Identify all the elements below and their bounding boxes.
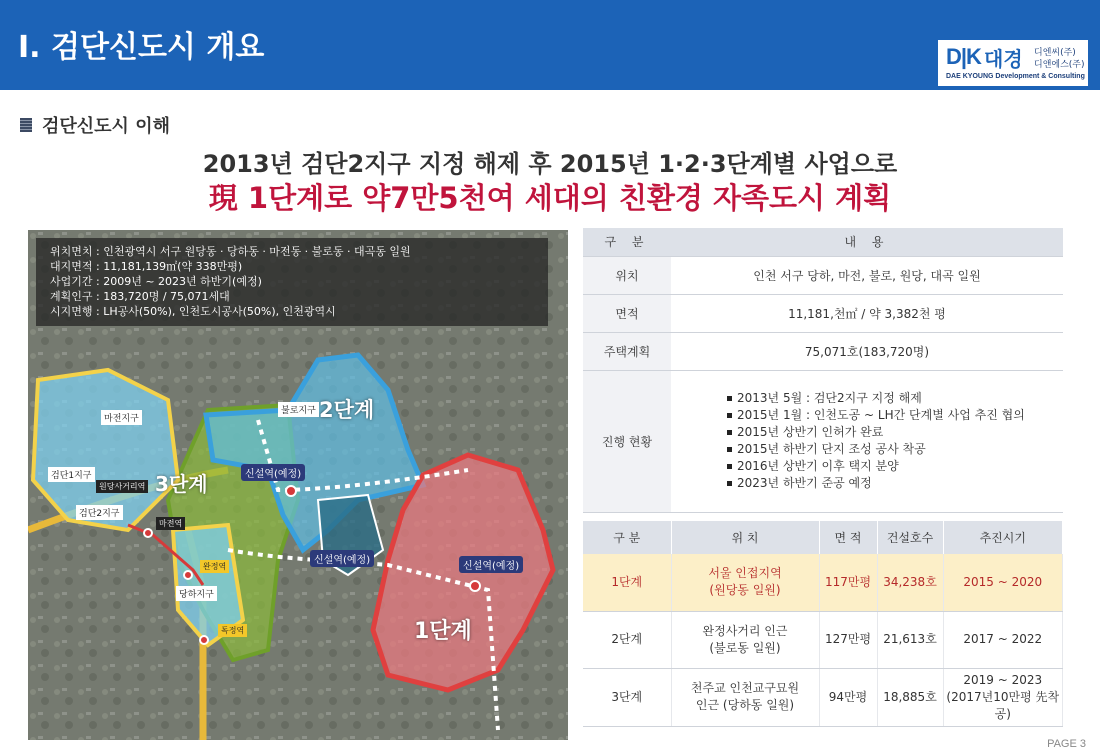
district-majeon: 마전지구 <box>101 410 142 425</box>
table-row <box>583 332 1063 370</box>
district-geomdan1: 검단1지구 <box>48 467 95 482</box>
header-bar <box>0 0 1100 90</box>
progress-label: 진행 현황 <box>583 370 671 512</box>
phase-units: 21,613호 <box>877 611 943 668</box>
period-line1: 2015 ~ 2020 <box>963 574 1043 589</box>
row-value: 75,071호(183,720명) <box>671 332 1063 370</box>
period-line1: 2017 ~ 2022 <box>963 632 1043 646</box>
info-line: 대지면적 : 11,181,139㎡(약 338만평) <box>50 260 243 273</box>
tag-dokjeong: 독정역 <box>218 624 247 637</box>
phase-area: 94만평 <box>819 668 877 726</box>
phase-header: 건설호수 <box>877 521 943 554</box>
phase3-label: 3단계 <box>155 472 208 496</box>
phase-header: 구 분 <box>583 521 671 554</box>
location-line1: 완정사거리 인근 <box>702 623 788 638</box>
phase-location <box>671 554 819 611</box>
table-row <box>583 668 1063 726</box>
map-info-box <box>36 238 548 326</box>
district-geomdan2: 검단2지구 <box>76 505 123 520</box>
location-line2: (불로동 일원) <box>709 640 781 655</box>
row-label: 위치 <box>583 256 671 294</box>
phase-period <box>943 611 1063 668</box>
phase-name: 1단계 <box>583 554 671 611</box>
phase-header: 위 치 <box>671 521 819 554</box>
location-line2: (원당동 일원) <box>709 583 781 598</box>
phase-units: 34,238호 <box>877 554 943 611</box>
logo-mark: D|K <box>946 44 981 69</box>
table-row <box>583 294 1063 332</box>
table-row <box>583 611 1063 668</box>
overview-header-col1: 구 분 <box>583 228 671 256</box>
phase-header-row <box>583 521 1063 554</box>
tag-majeon-station: 마전역 <box>156 517 185 530</box>
list-item: 2016년 상반기 이후 택지 분양 <box>671 458 1063 475</box>
period-line1: 2019 ~ 2023 <box>963 672 1043 687</box>
section-title: 검단신도시 이해 <box>42 116 170 137</box>
tag-wanjeong: 완정역 <box>200 560 229 573</box>
list-item: 2015년 하반기 단지 조성 공사 착공 <box>671 441 1063 458</box>
phase2-label: 2단계 <box>319 398 375 422</box>
info-line: 위치면치 : 인천광역시 서구 원당동 · 당하동 · 마전동 · 불로동 · 대곡동 일원 <box>50 245 411 258</box>
district-dangha: 당하지구 <box>176 586 217 601</box>
info-line: 사업기간 : 2009년 ~ 2023년 하반기(예정) <box>50 275 262 288</box>
phase-header: 면 적 <box>819 521 877 554</box>
station-label-1: 신설역(예정) <box>241 464 305 481</box>
period-line2: (2017년10만평 先착공) <box>946 689 1060 721</box>
phase-location <box>671 668 819 726</box>
page-title: Ⅰ. 검단신도시 개요 <box>18 30 265 65</box>
phase-header: 추진시기 <box>943 521 1063 554</box>
row-label: 주택계획 <box>583 332 671 370</box>
phase-area: 127만평 <box>819 611 877 668</box>
logo-english: DAE KYOUNG Development & Consulting <box>946 73 1085 80</box>
overview-header-row <box>583 228 1063 256</box>
site-map <box>28 230 568 740</box>
phase-location <box>671 611 819 668</box>
location-line2: 인근 (당하동 일원) <box>695 698 795 712</box>
phase-area: 117만평 <box>819 554 877 611</box>
list-item: 2015년 1월 : 인천도공 ~ LH간 단계별 사업 추진 협의 <box>671 407 1063 424</box>
logo-sub2: 디앤에스(주) <box>1034 60 1085 70</box>
progress-row <box>583 370 1063 512</box>
overview-table <box>583 228 1063 513</box>
phase-period <box>943 668 1063 726</box>
info-line: 계획인구 : 183,720명 / 75,071세대 <box>50 290 230 303</box>
list-item: 2023년 하반기 준공 예정 <box>671 475 1063 492</box>
list-item: 2013년 5월 : 검단2지구 지정 해제 <box>671 390 1063 407</box>
location-line1: 천주교 인천교구묘원 <box>690 681 800 695</box>
phase-period <box>943 554 1063 611</box>
section-heading <box>20 112 170 138</box>
station-dot-1 <box>286 486 296 496</box>
section-bullet-icon <box>20 118 32 132</box>
logo-sub1: 디엔씨(주) <box>1034 48 1076 58</box>
location-line1: 서울 인접지역 <box>708 566 782 581</box>
tag-sageori: 원당사거리역 <box>96 480 148 493</box>
station-dot-3 <box>470 581 480 591</box>
station-dot-west <box>144 529 152 537</box>
logo-name: 대경 <box>984 47 1023 71</box>
company-logo <box>938 40 1088 86</box>
page-number: PAGE 3 <box>1047 738 1086 750</box>
progress-value <box>671 370 1063 512</box>
row-value: 11,181,천㎡ / 약 3,382천 평 <box>671 294 1063 332</box>
phase1-label: 1단계 <box>414 619 472 644</box>
row-label: 면적 <box>583 294 671 332</box>
station-label-3: 신설역(예정) <box>459 556 523 573</box>
overview-header-col2: 내 용 <box>671 228 1063 256</box>
table-row <box>583 554 1063 611</box>
station-label-2: 신설역(예정) <box>310 550 374 567</box>
headline-line1: 2013년 검단2지구 지정 해제 후 2015년 1·2·3단계별 사업으로 <box>202 150 898 178</box>
table-row <box>583 256 1063 294</box>
phase-units: 18,885호 <box>877 668 943 726</box>
progress-list <box>671 386 1063 496</box>
phase-table <box>583 521 1063 727</box>
station-dot-dokjeong <box>200 636 208 644</box>
district-bullo: 불로지구 <box>278 402 319 417</box>
headline-line2: 現 1단계로 약7만5천여 세대의 친환경 자족도시 계획 <box>208 181 892 215</box>
info-line: 시지면행 : LH공사(50%), 인천도시공사(50%), 인천광역시 <box>50 305 336 318</box>
phase-name: 3단계 <box>583 668 671 726</box>
list-item: 2015년 상반기 인허가 완료 <box>671 424 1063 441</box>
row-value: 인천 서구 당하, 마전, 불로, 원당, 대곡 일원 <box>671 256 1063 294</box>
station-dot-dangha <box>184 571 192 579</box>
phase-name: 2단계 <box>583 611 671 668</box>
